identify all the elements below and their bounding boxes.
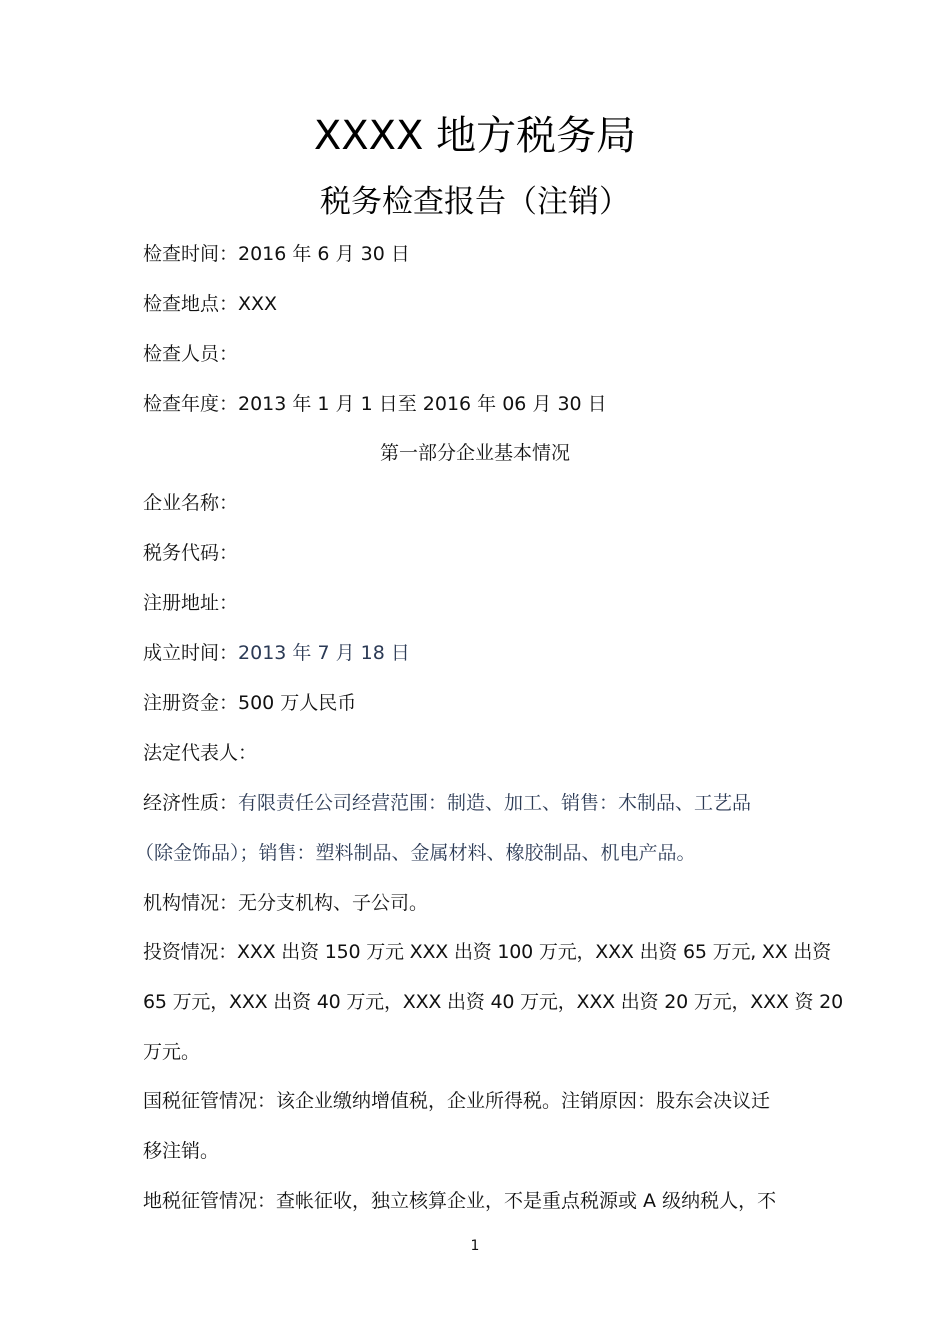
- inspection-place: 检查地点：XXX: [143, 293, 278, 315]
- legal-representative: 法定代表人：: [143, 742, 258, 764]
- business-scope-continued: （除金饰品）；销售：塑料制品、金属材料、橡胶制品、机电产品。: [135, 842, 696, 864]
- registered-capital: 注册资金：500 万人民币: [143, 692, 357, 714]
- report-subtitle: 税务检查报告（注销）: [320, 184, 630, 220]
- tax-code: 税务代码：: [143, 542, 239, 564]
- economic-nature-line: [143, 788, 751, 818]
- inspection-staff: 检查人员：: [143, 343, 239, 365]
- established-label: 成立时间：: [143, 642, 239, 664]
- branch-info: 机构情况：无分支机构、子公司。: [143, 892, 429, 914]
- company-name: 企业名称：: [143, 492, 239, 514]
- national-tax-line-1: 国税征管情况：该企业缴纳增值税，企业所得税。注销原因：股东会决议迁: [143, 1090, 771, 1112]
- economic-nature-label: 经济性质：: [143, 792, 239, 814]
- section-heading: 第一部分企业基本情况: [379, 442, 570, 464]
- established-date-line: [143, 638, 410, 668]
- investment-line-1: 投资情况：XXX 出资 150 万元 XXX 出资 100 万元，XXX 出资 65 万元, XX 出资: [143, 941, 831, 963]
- national-tax-line-2: 移注销。: [143, 1140, 220, 1162]
- inspection-time: 检查时间：2016 年 6 月 30 日: [143, 243, 410, 265]
- investment-line-3: 万元。: [143, 1041, 201, 1063]
- inspection-period: 检查年度：2013 年 1 月 1 日至 2016 年 06 月 30 日: [143, 393, 607, 415]
- registered-address: 注册地址：: [143, 592, 239, 614]
- local-tax-line-1: 地税征管情况：查帐征收，独立核算企业，不是重点税源或 A 级纳税人，不: [143, 1190, 777, 1212]
- investment-line-2: 65 万元，XXX 出资 40 万元，XXX 出资 40 万元，XXX 出资 20 万元，XXX 资 20: [143, 991, 843, 1013]
- economic-nature-value: 有限责任公司经营范围：制造、加工、销售：木制品、工艺品: [238, 792, 752, 814]
- established-value: 2013 年 7 月 18 日: [238, 642, 410, 664]
- page-title: XXXX 地方税务局: [313, 113, 637, 159]
- page-number: 1: [470, 1238, 480, 1254]
